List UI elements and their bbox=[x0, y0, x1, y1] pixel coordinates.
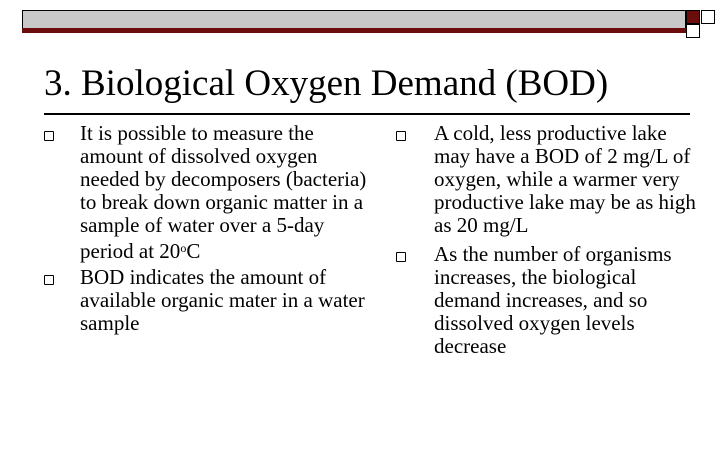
bullet-item bbox=[396, 122, 696, 237]
hollow-square-icon bbox=[44, 131, 54, 141]
hollow-square-icon bbox=[44, 275, 54, 285]
header-bar bbox=[22, 10, 686, 29]
bullet-item bbox=[44, 122, 374, 263]
corner-square-red bbox=[686, 10, 700, 24]
corner-square-white bbox=[701, 10, 715, 24]
slide-title: 3. Biological Oxygen Demand (BOD) bbox=[44, 63, 609, 104]
degree-sign: o bbox=[180, 241, 187, 255]
header-accent-line bbox=[22, 28, 686, 33]
bullet-text: A cold, less productive lake may have a BOD of 2 mg/L of oxygen, while a warmer very productive lake may be as high as 20 mg/L bbox=[434, 121, 696, 237]
bullet-text bbox=[80, 122, 370, 263]
bullet-text: As the number of organisms increases, the biological demand increases, and so dissolved oxygen levels decrease bbox=[434, 242, 672, 358]
bullet-text: BOD indicates the amount of available organic mater in a water sample bbox=[80, 265, 365, 335]
bullet-text-unit: C bbox=[186, 239, 201, 263]
right-column bbox=[396, 122, 696, 358]
left-column bbox=[44, 122, 374, 335]
bullet-item bbox=[44, 266, 374, 335]
title-underline bbox=[44, 113, 690, 115]
hollow-square-icon bbox=[396, 131, 406, 141]
bullet-text-main: It is possible to measure the amount of dissolved oxygen needed by decomposers (bacteria) to break down organic matter in a sample of water over a 5-day period at 20 bbox=[80, 121, 367, 263]
bullet-item bbox=[396, 243, 696, 358]
corner-square-white bbox=[686, 24, 700, 38]
hollow-square-icon bbox=[396, 252, 406, 262]
